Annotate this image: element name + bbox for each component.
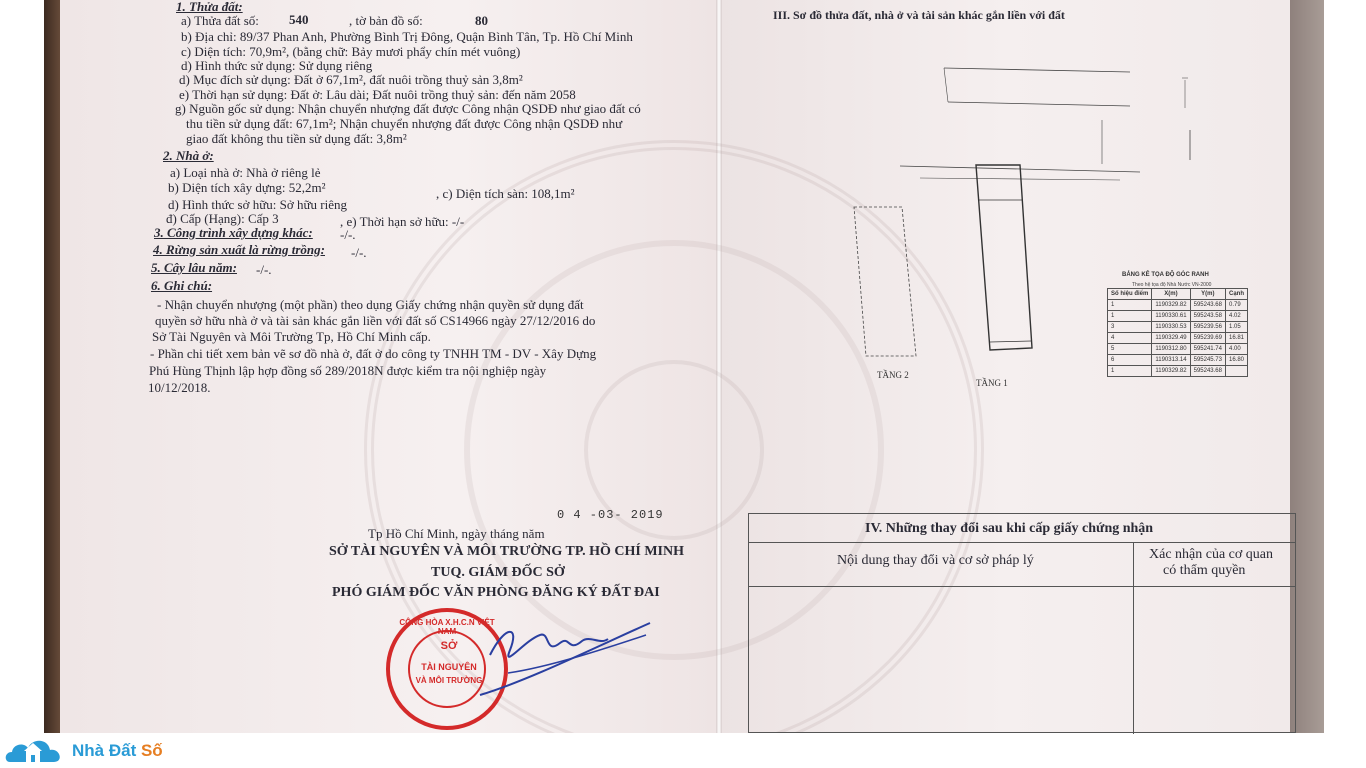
section-1-title: 1. Thửa đất:: [176, 0, 243, 14]
coordinate-table-title: BẢNG KÊ TỌA ĐỘ GÓC RANH: [1122, 272, 1209, 278]
coord-cell: 1190313.14: [1152, 355, 1190, 366]
table-row: [1108, 300, 1248, 311]
section-5-title: 5. Cây lâu năm:: [151, 260, 237, 275]
changes-content-header: Nội dung thay đổi và cơ sở pháp lý: [837, 553, 1034, 568]
table-row: [1108, 344, 1248, 355]
coord-cell: 4: [1108, 333, 1152, 344]
coord-cell: 595245.73: [1190, 355, 1225, 366]
coord-cell: 595239.69: [1190, 333, 1225, 344]
note-line-4: - Phần chi tiết xem bản vẽ sơ đồ nhà ở, đất ở do công ty TNHH TM - DV - Xây Dựng: [150, 346, 597, 361]
section-2-title: 2. Nhà ở:: [163, 148, 214, 163]
coord-cell: 1: [1108, 366, 1152, 377]
changes-column-headers: [749, 542, 1295, 587]
section-4-value: -/-.: [351, 245, 367, 260]
coord-cell: 1: [1108, 300, 1152, 311]
place-date: Tp Hồ Chí Minh, ngày tháng năm: [368, 526, 545, 541]
origin-line-2: thu tiền sử dụng đất: 67,1m²; Nhận chuyển nhượng đất được Công nhận QSDĐ như: [186, 116, 623, 131]
coord-cell: 1190329.82: [1152, 300, 1190, 311]
ownership-term: , e) Thời hạn sở hữu: -/-: [340, 214, 465, 229]
seal-mid-text-1: TÀI NGUYÊN: [421, 662, 477, 672]
table-row: [1108, 355, 1248, 366]
section-3-diagram-title: III. Sơ đồ thửa đất, nhà ở và tài sản khác gắn liền với đất: [773, 8, 1065, 22]
coord-cell: 0.79: [1225, 300, 1247, 311]
house-cloud-icon: [4, 734, 68, 768]
area-line: c) Diện tích: 70,9m², (bằng chữ: Bảy mươi phẩy chín mét vuông): [181, 44, 521, 59]
coord-cell: 1190312.80: [1152, 344, 1190, 355]
table-row: [1108, 322, 1248, 333]
coord-cell: 1190330.61: [1152, 311, 1190, 322]
origin-line-3: giao đất không thu tiền sử dụng đất: 3,8m²: [186, 131, 407, 146]
section-6-title: 6. Ghi chú:: [151, 278, 213, 293]
changes-authority-header-1: Xác nhận của cơ quan: [1149, 547, 1274, 562]
coord-cell: 4.00: [1225, 344, 1247, 355]
map-label: , tờ bản đồ số:: [349, 13, 423, 28]
coord-cell: 3: [1108, 322, 1152, 333]
coord-cell: 5: [1108, 344, 1152, 355]
seal-top-text: SỞ: [440, 640, 458, 652]
changes-table: [748, 513, 1296, 733]
construction-area: b) Diện tích xây dựng: 52,2m²: [168, 180, 326, 195]
coordinate-table: [1107, 288, 1248, 377]
authorization-title: TUQ. GIÁM ĐỐC SỞ: [431, 565, 565, 580]
section-4-title: 4. Rừng sản xuất là rừng trồng:: [153, 242, 325, 257]
house-type: a) Loại nhà ở: Nhà ở riêng lẻ: [170, 165, 321, 180]
coord-cell: 1.05: [1225, 322, 1247, 333]
coord-cell: 6: [1108, 355, 1152, 366]
coord-cell: 595243.58: [1190, 311, 1225, 322]
site-logo[interactable]: [4, 734, 163, 768]
coord-cell: 16.81: [1225, 333, 1247, 344]
seal-mid-text-2: VÀ MÔI TRƯỜNG: [415, 676, 483, 685]
changes-header: [749, 514, 1295, 543]
coord-header: Cạnh: [1225, 289, 1247, 300]
coord-cell: 595239.56: [1190, 322, 1225, 333]
coord-cell: 4.02: [1225, 311, 1247, 322]
map-number: 80: [475, 13, 488, 28]
note-line-3: Sở Tài Nguyên và Môi Trường Tp, Hồ Chí Minh cấp.: [152, 329, 431, 344]
logo-text-accent: Số: [140, 741, 163, 760]
issue-date-stamp: 0 4 -03- 2019: [557, 508, 664, 522]
changes-authority-header-2: có thẩm quyền: [1163, 563, 1246, 578]
seal-ring-text: CỘNG HÒA X.H.C.N VIỆT NAM: [399, 618, 495, 636]
coord-header: X(m): [1152, 289, 1190, 300]
coord-cell: [1225, 366, 1247, 377]
logo-text: [72, 741, 163, 761]
section-3-value: -/-.: [340, 227, 356, 242]
floor-2-label: TẦNG 2: [877, 370, 909, 380]
logo-text-main: Nhà Đất: [72, 741, 141, 760]
coord-header: Số hiệu điểm: [1108, 289, 1152, 300]
coordinate-header-row: [1108, 289, 1248, 300]
coord-cell: 595241.74: [1190, 344, 1225, 355]
coord-header: Y(m): [1190, 289, 1225, 300]
coordinate-table-subtitle: Theo hệ tọa độ Nhà Nước VN-2000: [1132, 282, 1212, 288]
coord-cell: 595243.68: [1190, 300, 1225, 311]
parcel-label: a) Thửa đất số:: [181, 13, 259, 28]
note-line-2: quyền sở hữu nhà ở và tài sản khác gắn liền với đất số CS14966 ngày 27/12/2016 do: [155, 313, 596, 328]
floor-1-label: TẦNG 1: [976, 378, 1008, 388]
floor-area: , c) Diện tích sàn: 108,1m²: [436, 186, 575, 201]
handwritten-signature: [450, 595, 670, 705]
section-3-title: 3. Công trình xây dựng khác:: [154, 225, 313, 240]
coord-cell: 1190329.49: [1152, 333, 1190, 344]
note-line-5: Phú Hùng Thịnh lập hợp đồng số 289/2018N được kiểm tra nội nghiệp ngày: [149, 363, 547, 378]
signer-title: PHÓ GIÁM ĐỐC VĂN PHÒNG ĐĂNG KÝ ĐẤT ĐAI: [332, 585, 660, 600]
section-5-value: -/-.: [256, 262, 272, 277]
note-line-1: - Nhận chuyển nhượng (một phần) theo dụng Giấy chứng nhận quyền sử dụng đất: [157, 297, 584, 312]
address-line: b) Địa chỉ: 89/37 Phan Anh, Phường Bình Trị Đông, Quận Bình Tân, Tp. Hồ Chí Minh: [181, 29, 633, 44]
usage-term-line: e) Thời hạn sử dụng: Đất ở: Lâu dài; Đất nuôi trồng thuỷ sản: đến năm 2058: [179, 87, 576, 102]
coord-cell: 595243.68: [1190, 366, 1225, 377]
table-row: [1108, 311, 1248, 322]
table-row: [1108, 333, 1248, 344]
house-grade: đ) Cấp (Hạng): Cấp 3: [166, 211, 279, 226]
usage-purpose-line: d) Mục đích sử dụng: Đất ở 67,1m², đất nuôi trồng thuỷ sản 3,8m²: [179, 72, 523, 87]
section-4-changes-title: IV. Những thay đổi sau khi cấp giấy chứng nhận: [865, 521, 1154, 536]
parcel-number: 540: [289, 12, 309, 27]
origin-line-1: g) Nguồn gốc sử dụng: Nhận chuyển nhượng đất được Công nhận QSDĐ như giao đất có: [175, 101, 641, 116]
coord-cell: 1190329.82: [1152, 366, 1190, 377]
coord-cell: 16.80: [1225, 355, 1247, 366]
changes-column-divider: [1133, 542, 1134, 734]
coord-cell: 1190330.53: [1152, 322, 1190, 333]
table-row: [1108, 366, 1248, 377]
coord-cell: 1: [1108, 311, 1152, 322]
ownership-form: d) Hình thức sở hữu: Sở hữu riêng: [168, 197, 347, 212]
usage-form-line: d) Hình thức sử dụng: Sử dụng riêng: [181, 58, 373, 73]
note-line-6: 10/12/2018.: [148, 380, 211, 395]
organization-name: SỞ TÀI NGUYÊN VÀ MÔI TRƯỜNG TP. HỒ CHÍ MINH: [329, 544, 684, 559]
